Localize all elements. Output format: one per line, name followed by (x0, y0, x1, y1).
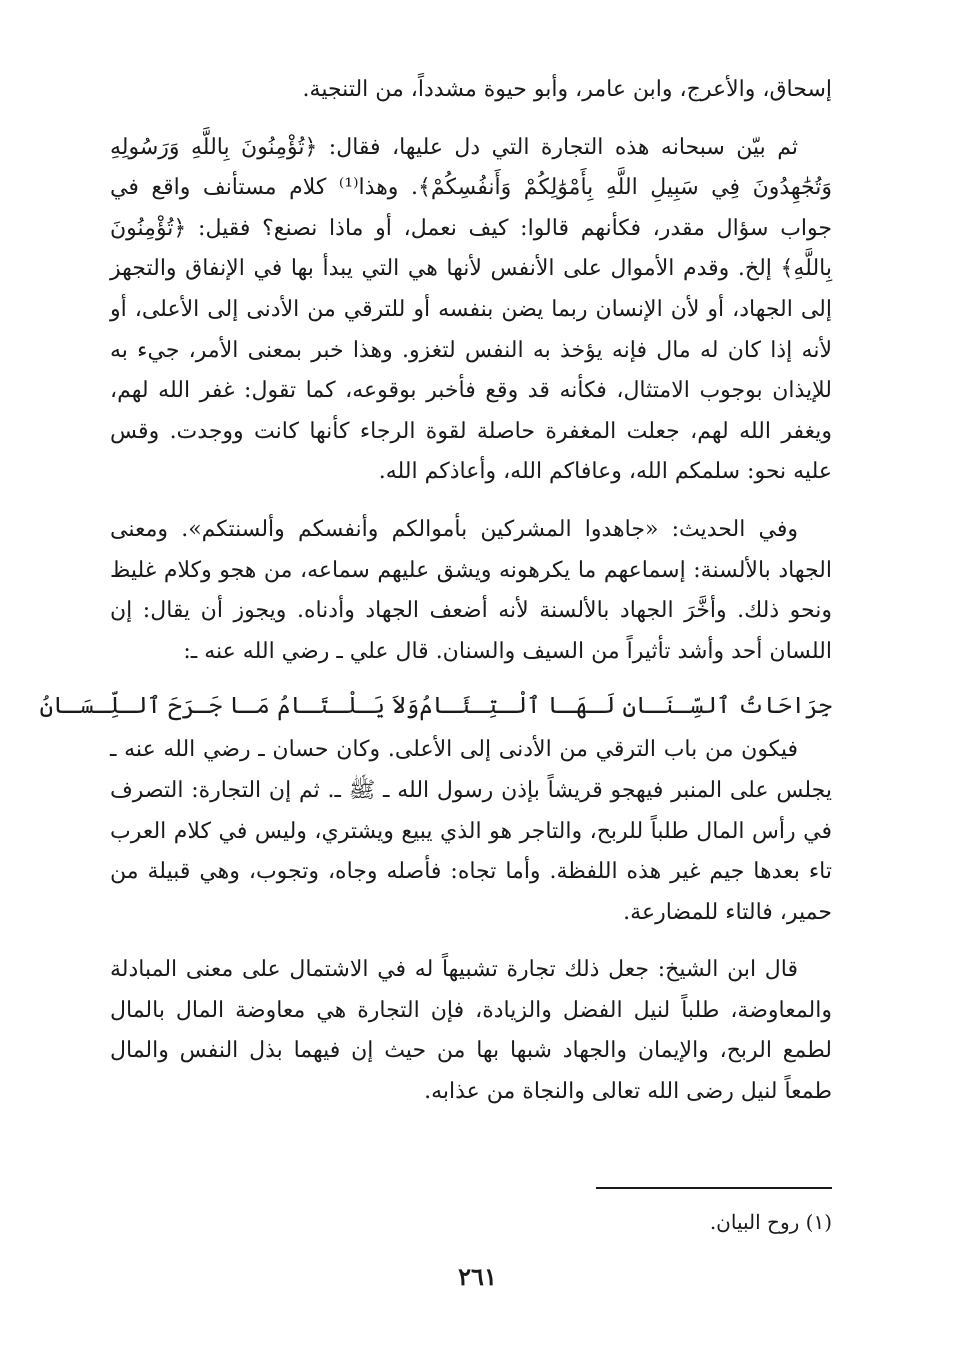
paragraph-hadith: وفي الحديث: «جاهدوا المشركين بأموالكم وأنفسكم وألسنتكم». ومعنى الجهاد بالألسنة: إسماعهم ما يكرهونه ويشق عليهم سماعه، من هجو وكلام غليظ ونحو ذلك. وأخَّرَ الجهاد بالألسنة لأنه أضعف الجهاد وأدناه. ويجوز أن يقال: إن اللسان أحد وأشد تأثيراً من السيف والسنان. قال علي ـ رضي الله عنه ـ: (110, 516, 832, 664)
footnote: (١) روح البيان. (709, 1210, 832, 1234)
paragraph-tijara: فيكون من باب الترقي من الأدنى إلى الأعلى. وكان حسان ـ رضي الله عنه ـ يجلس على المنبر فيهجو قريشاً بإذن رسول الله ـ ﷺ ـ. ثم إن التجارة: التصرف في رأس المال طلباً للربح، والتاجر هو الذي يبيع ويشتري، وليس في كلام العرب تاء بعدها جيم غير هذه اللفظة. وأما تجاه: فأصله وجاه، وتجوب، وهي قبيلة من حمير، فالتاء للمضارعة. (110, 737, 832, 925)
paragraph-ibn-alshaykh: قال ابن الشيخ: جعل ذلك تجارة تشبيهاً له في الاشتمال على معنى المبادلة والمعاوضة، طلباً لنيل الفضل والزيادة، فإن التجارة هي معاوضة المال بالمال لطمع الربح، والإيمان والجهاد شبها بها من حيث إن فيهما بذل النفس والمال طمعاً لنيل رضى الله تعالى والنجاة من عذابه. (110, 957, 832, 1105)
main-text (39, 70, 833, 1113)
verse-second-hemistich: وَلاَ يَـلْـتَـامُ مَـا جَـرَحَ ٱلـلِّـسَـانُ (39, 693, 420, 720)
verse-first-hemistich: جِرَاحَاتُ ٱلسِّـنَـانِ لَـهَـا ٱلْـتِـئَـامُ (419, 693, 832, 720)
poetry-verse (39, 686, 832, 726)
page-number: ٢٦١ (458, 1262, 497, 1291)
paragraph-tafsir: ثم بيّن سبحانه هذه التجارة التي دل عليها، فقال: ﴿تُؤْمِنُونَ بِاللَّهِ وَرَسُولِهِ وَتُجَٰهِدُونَ فِي سَبِيلِ اللَّهِ بِأَمْوَٰلِكُمْ وَأَنفُسِكُمْ﴾. وهذا⁽¹⁾ كلام مستأنف واقع في جواب سؤال مقدر، فكأنهم قالوا: كيف نعمل، أو ماذا نصنع؟ فقيل: ﴿تُؤْمِنُونَ بِاللَّهِ﴾ إلخ. وقدم الأموال على الأنفس لأنها هي التي يبدأ بها في الإنفاق والتجهز إلى الجهاد، أو لأن الإنسان ربما يضن بنفسه أو للترقي من الأدنى إلى الأعلى، أو لأنه إذا كان له مال فإنه يؤخذ به النفس لتغزو. وهذا خبر بمعنى الأمر، جيء به للإيذان بوجوب الامتثال، فكأنه قد وقع فأخبر بوقوعه، كما تقول: غفر الله لهم، ويغفر الله لهم، جعلت المغفرة حاصلة لقوة الرجاء كأنها كانت ووجدت. وقس عليه نحو: سلمكم الله، وعافاكم الله، وأعاذكم الله. (110, 134, 833, 485)
footnote-divider (596, 1187, 832, 1189)
paragraph-continuation: إسحاق، والأعرج، وابن عامر، وأبو حيوة مشدداً، من التنجية. (302, 77, 832, 102)
